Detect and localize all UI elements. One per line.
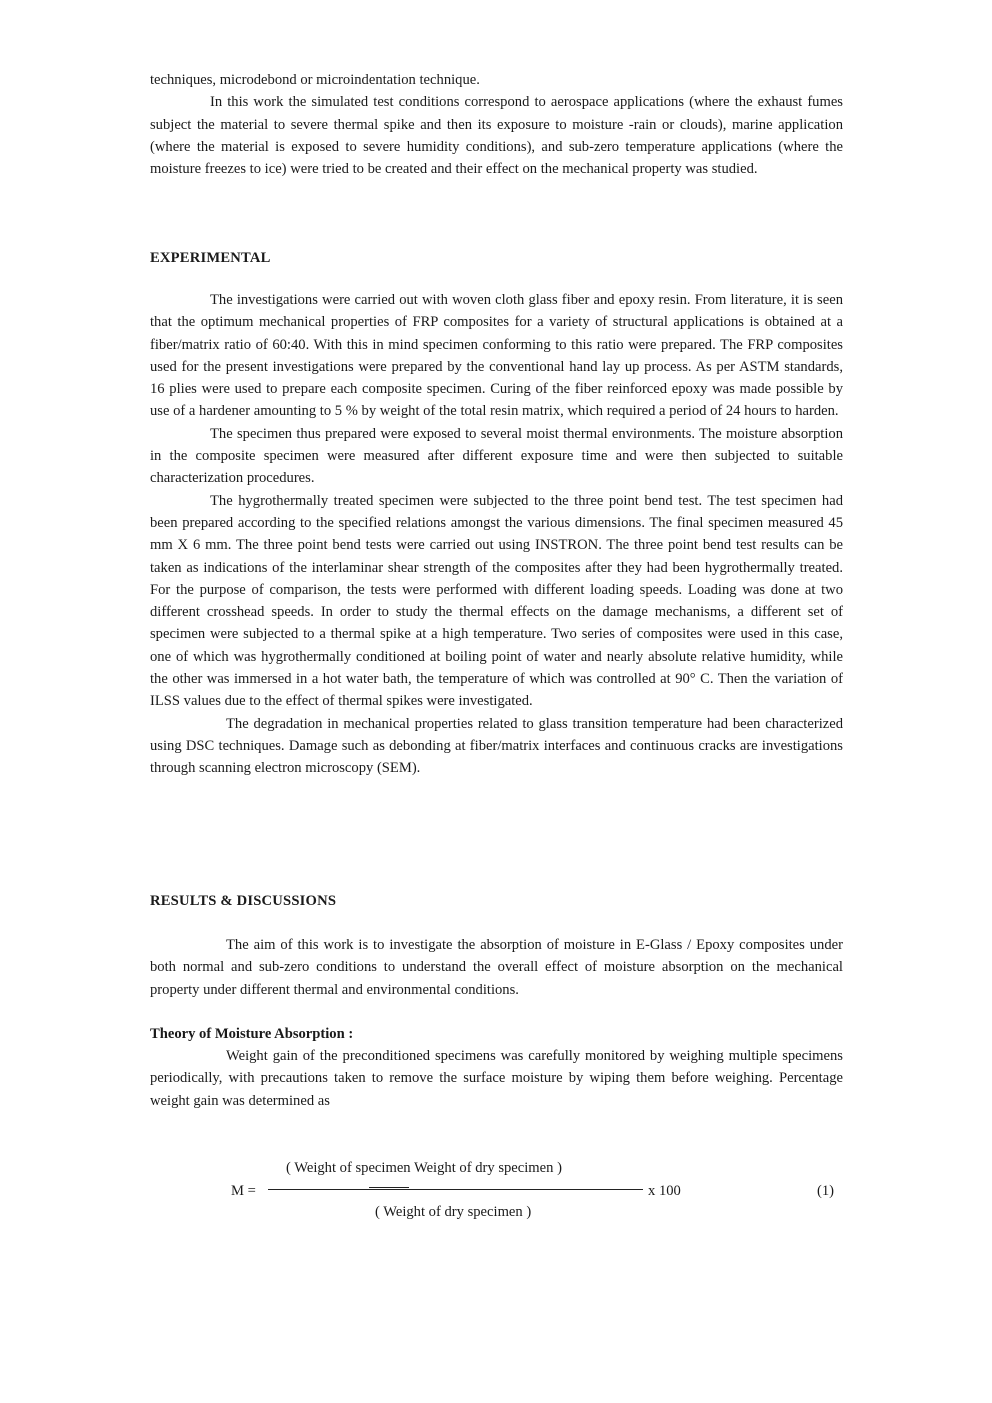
experimental-paragraph-2: The specimen thus prepared were exposed to several moist thermal environments. The moisture absorption in the composite specimen were measured after different exposure time and were then subjected to suitable characterization procedures. [150, 425, 843, 487]
equation-number: (1) [817, 1183, 835, 1199]
results-heading: RESULTS & DISCUSSIONS [150, 893, 337, 909]
equation-denominator: ( Weight of dry specimen ) [375, 1204, 532, 1220]
results-block [150, 934, 843, 1001]
equation-multiplier: x 100 [648, 1183, 681, 1199]
intro-paragraph: In this work the simulated test conditions correspond to aerospace applications (where the exhaust fumes subject the material to severe thermal spike and then its exposure to moisture -rain or clouds), marine application (where the material is exposed to severe humidity conditions), and sub-zero temperature applications (where the moisture freezes to ice) were tried to be created and their effect on the mechanical property was studied. [150, 94, 843, 178]
equation-lhs: M = [231, 1183, 256, 1199]
equation-numerator: ( Weight of specimen Weight of dry specimen ) [286, 1160, 562, 1176]
equation-minus-sign [369, 1187, 409, 1188]
intro-continuation-line: techniques, microdebond or microindentation technique. [150, 72, 480, 88]
experimental-paragraph-3: The hygrothermally treated specimen were subjected to the three point bend test. The test specimen had been prepared according to the specified relations amongst the various dimensions. The final specimen measured 45 mm X 6 mm. The three point bend tests were carried out using INSTRON. The three point bend test results can be taken as indications of the interlaminar shear strength of the composites after they had been hygrothermally treated. For the purpose of comparison, the tests were performed with different loading speeds. Loading was done at two different crosshead speeds. In order to study the thermal effects on the damage mechanisms, a different set of specimen were subjected to a thermal spike at a high temperature. Two series of composites were used in this case, one of which was hygrothermally conditioned at boiling point of water and nearly absolute relative humidity, while the other was immersed in a hot water bath, the temperature of which was controlled at 90° C. Then the variation of ILSS values due to the effect of thermal spikes were investigated. [150, 492, 843, 710]
intro-block [150, 69, 843, 180]
moisture-theory-block [150, 1045, 843, 1112]
equation-fraction-bar [268, 1189, 643, 1190]
moisture-theory-subheading: Theory of Moisture Absorption : [150, 1026, 354, 1042]
experimental-paragraph-4: The degradation in mechanical properties related to glass transition temperature had been characterized using DSC techniques. Damage such as debonding at fiber/matrix interfaces and continuous cracks are investigations through scanning electron microscopy (SEM). [150, 715, 843, 777]
moisture-theory-paragraph: Weight gain of the preconditioned specimens was carefully monitored by weighing multiple specimens periodically, with precautions taken to remove the surface moisture by wiping them before weighing. Percentage weight gain was determined as [150, 1048, 843, 1109]
experimental-paragraph-1: The investigations were carried out with woven cloth glass fiber and epoxy resin. From literature, it is seen that the optimum mechanical properties of FRP composites for a variety of structural applications is obtained at a fiber/matrix ratio of 60:40. With this in mind specimen conforming to this ratio were prepared. The FRP composites used for the present investigations were prepared by the conventional hand lay up process. As per ASTM standards, 16 plies were used to prepare each composite specimen. Curing of the fiber reinforced epoxy was made possible by use of a hardener amounting to 5 % by weight of the total resin matrix, which required a period of 24 hours to harden. [150, 292, 843, 420]
experimental-block [150, 289, 843, 780]
results-paragraph-1: The aim of this work is to investigate the absorption of moisture in E-Glass / Epoxy composites under both normal and sub-zero conditions to understand the overall effect of moisture absorption on the mechanical property under different thermal and environmental conditions. [150, 937, 843, 998]
experimental-heading: EXPERIMENTAL [150, 250, 271, 266]
